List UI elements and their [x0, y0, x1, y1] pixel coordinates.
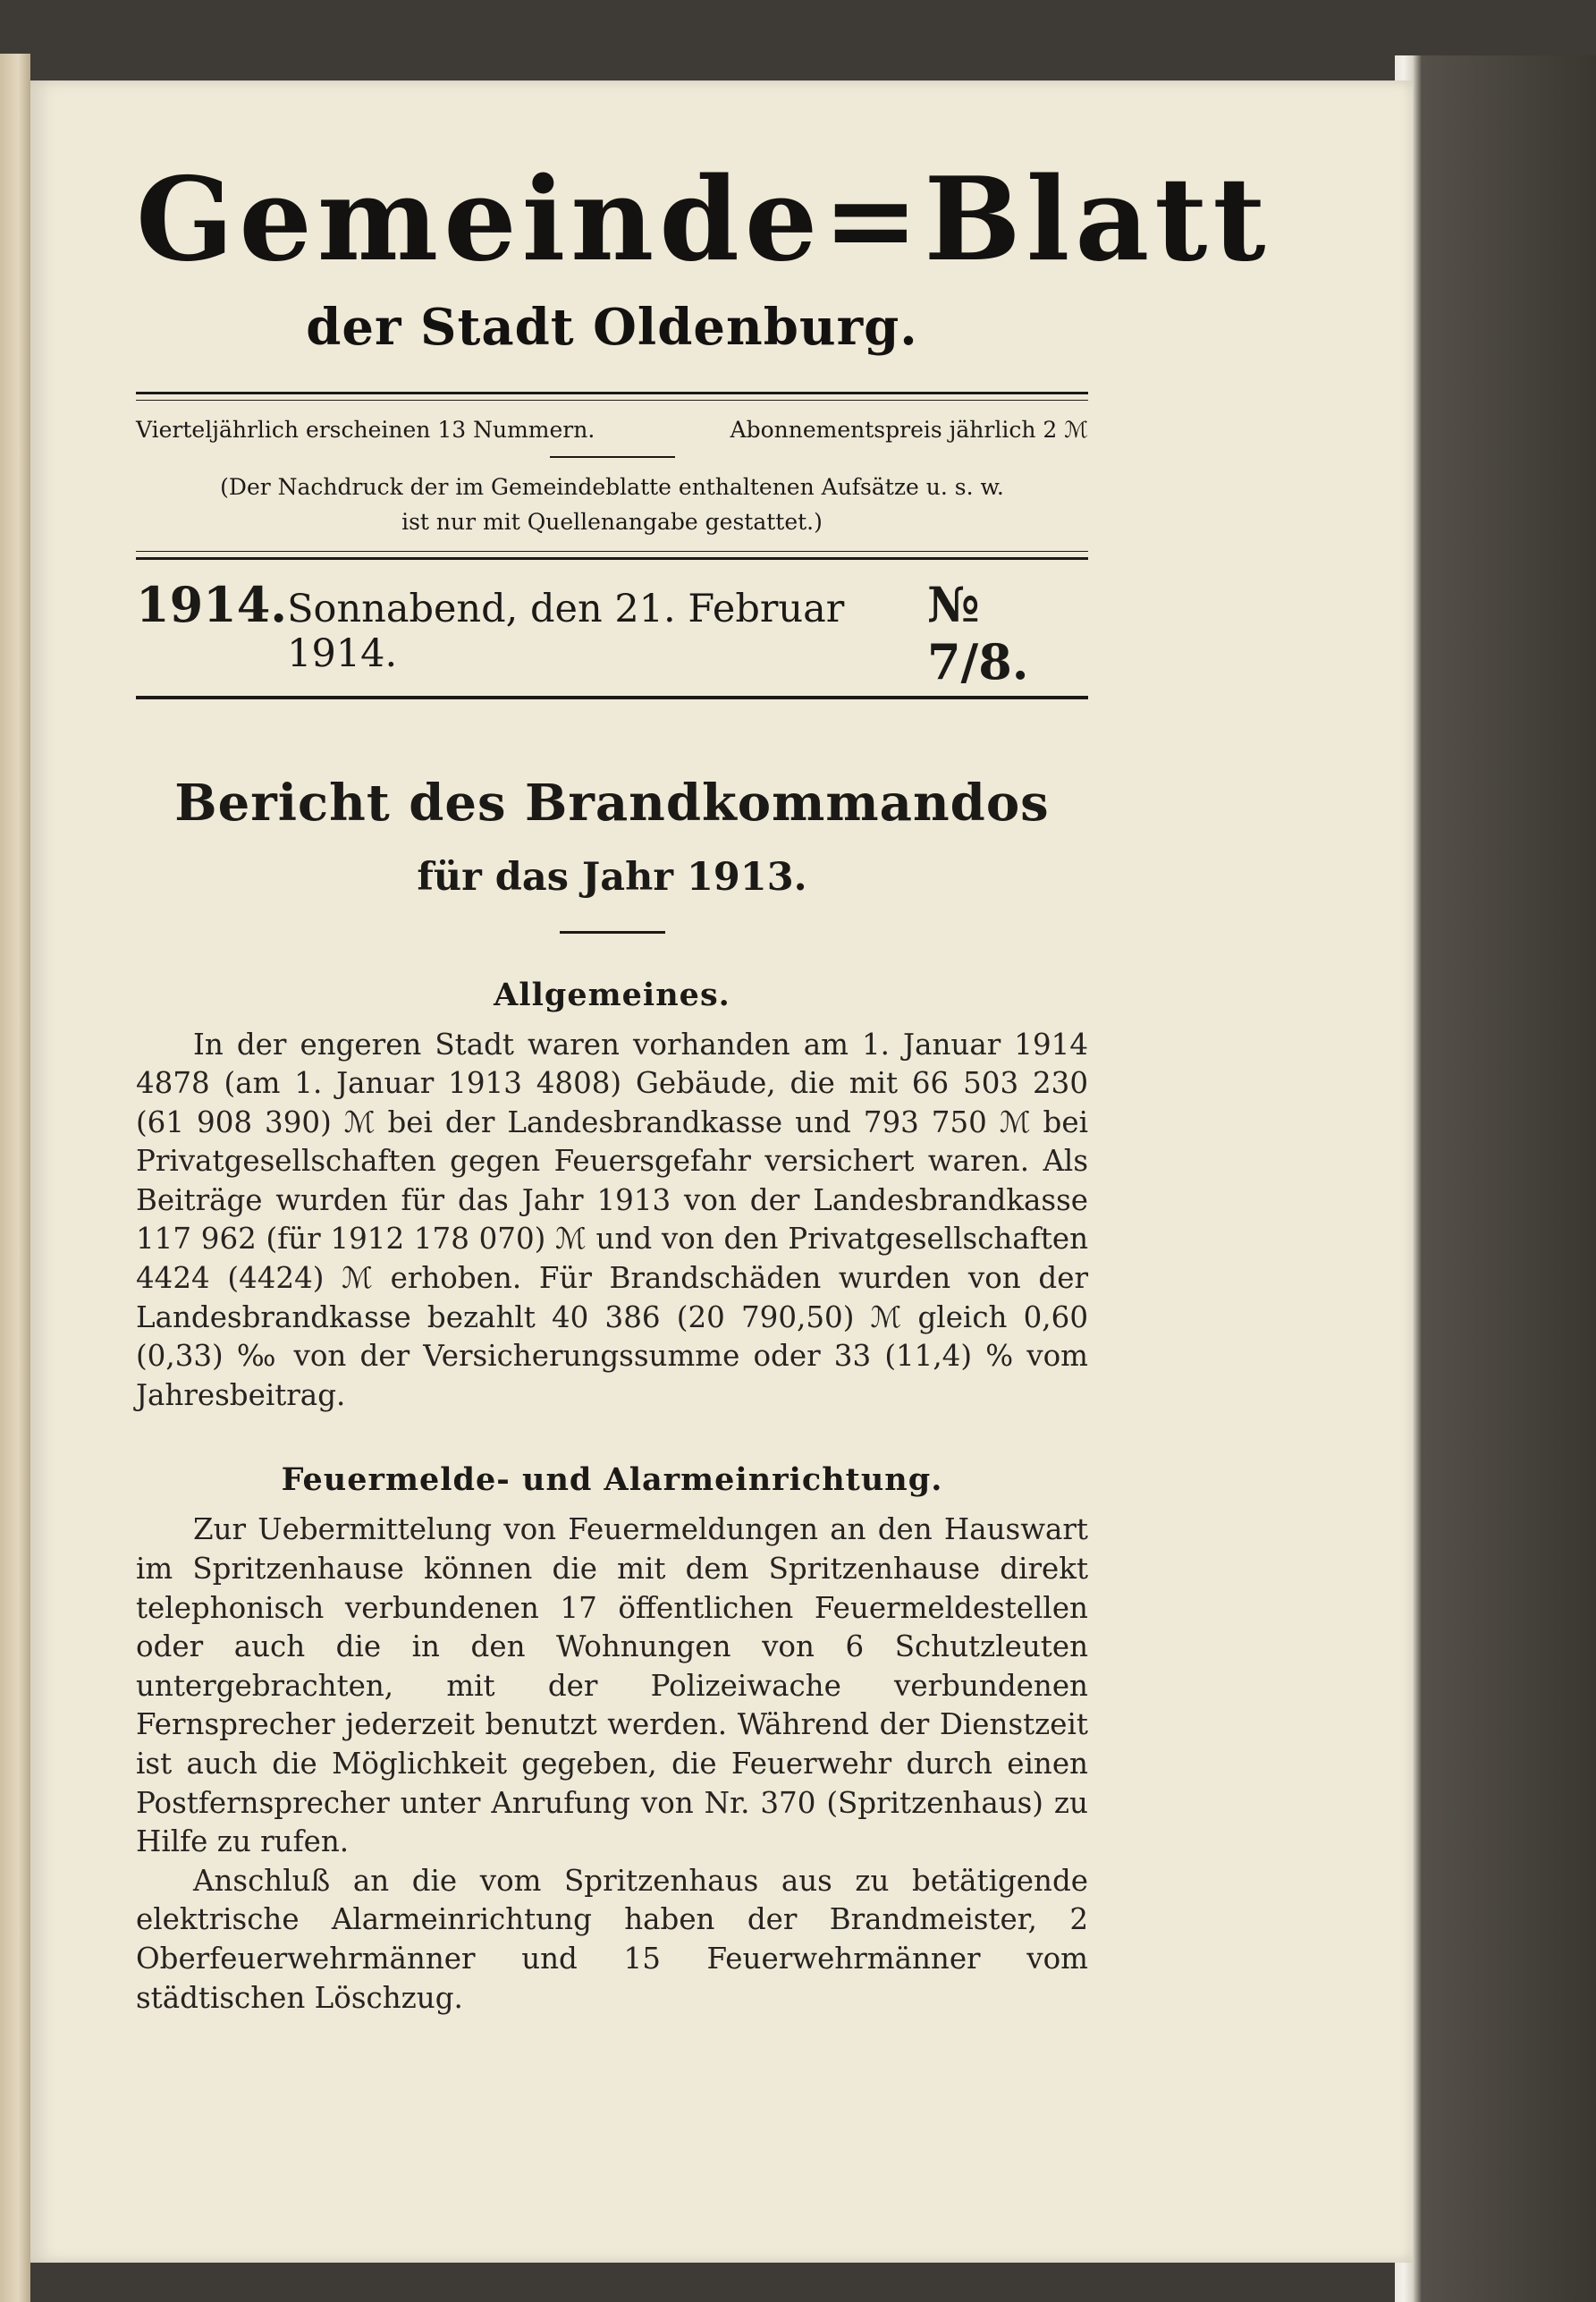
subscription-price: Abonnementspreis jährlich 2 ℳ [730, 417, 1088, 443]
info-divider [550, 456, 675, 458]
newspaper-page [30, 80, 1413, 2263]
masthead-subtitle: der Stadt Oldenburg. [306, 298, 918, 357]
issue-year: 1914. [136, 575, 288, 633]
mid-rule-thin [136, 551, 1088, 552]
page-column [136, 80, 1271, 2018]
subscription-info [136, 417, 1088, 444]
book-spine-edge [0, 54, 30, 2302]
top-rule [136, 392, 1088, 394]
book-cover-edge [1395, 55, 1596, 2302]
section-heading-alarm: Feuermelde- und Alarmeinrichtung. [281, 1461, 943, 1499]
reprint-note-line1: (Der Nachdruck der im Gemeindeblatte enthaltenen Aufsätze u. s. w. [220, 474, 1004, 500]
article-title: Bericht des Brandkommandos [174, 773, 1050, 833]
section-heading-general: Allgemeines. [494, 976, 730, 1013]
title-divider [560, 931, 665, 934]
masthead-title: Gemeinde=Blatt [136, 153, 1271, 287]
article-subtitle: für das Jahr 1913. [417, 854, 807, 900]
mid-rule [136, 557, 1088, 560]
paragraph-alarm-2: Anschluß an die vom Spritzenhaus aus zu betätigende elektrische Alarmeinrichtung haben der Brandmeister, 2 Oberfeuerwehrmänner und 15 Feuerwehrmänner vom städtischen Löschzug. [136, 1863, 1088, 2015]
issue-frequency: Vierteljährlich erscheinen 13 Nummern. [136, 417, 595, 443]
paragraph-alarm-1: Zur Uebermittelung von Feuermeldungen an den Hauswart im Spritzenhause können die mit dem Spritzenhause direkt telephonisch verbundenen 17 öffentlichen Feuermeldestellen oder auch die in den Wohnungen von 6 Schutzleuten untergebrachten, mit der Polizeiwache verbundenen Fernsprecher jederzeit benutzt werden. Während der Dienstzeit ist auch die Möglichkeit gegeben, die Feuerwehr durch einen Postfernsprecher unter Anrufung von Nr. 370 (Spritzenhaus) zu Hilfe zu rufen. [136, 1512, 1088, 1859]
top-rule-thin [136, 400, 1088, 401]
dateline-rule [136, 696, 1088, 699]
issue-date: Sonnabend, den 21. Februar 1914. [287, 586, 845, 676]
reprint-note [136, 470, 1088, 540]
dateline [136, 576, 1088, 696]
issue-number: № 7/8. [926, 575, 1029, 690]
reprint-note-line2: ist nur mit Quellenangabe gestattet.) [401, 508, 823, 535]
paragraph-general: In der engeren Stadt waren vorhanden am 1. Januar 1914 4878 (am 1. Januar 1913 4808) Gebäude, die mit 66 503 230 (61 908 390) ℳ bei der Landesbrandkasse und 793 750 ℳ bei Privatgesellschaften gegen Feuersgefahr versichert waren. Als Beiträge wurden für das Jahr 1913 von der Landesbrandkasse 117 962 (für 1912 178 070) ℳ und von den Privatgesellschaften 4424 (4424) ℳ erhoben. Für Brandschäden wurden von der Landesbrandkasse bezahlt 40 386 (20 790,50) ℳ gleich 0,60 (0,33) ‰ von der Versicherungssumme oder 33 (11,4) % vom Jahresbeitrag. [136, 1027, 1088, 1412]
